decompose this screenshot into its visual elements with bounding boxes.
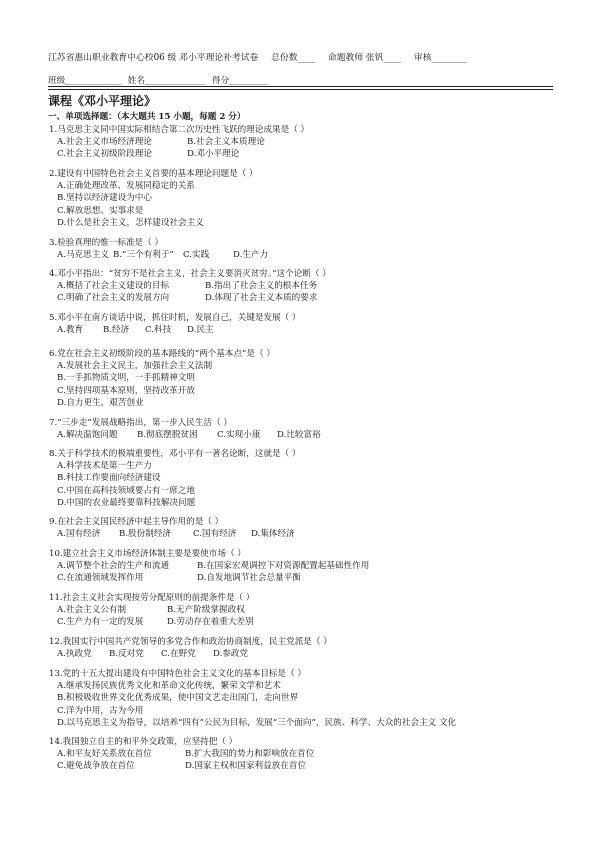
question-11 [49, 592, 580, 629]
option-c: C.国有经济 [193, 529, 237, 540]
question-2 [49, 168, 580, 229]
option-b: B.社会主义本质理论 [187, 137, 265, 148]
option-c: C.科技 [145, 325, 172, 336]
option-b: B.在国家宏观调控下对资源配置起基础性作用 [197, 561, 370, 572]
option-d: D.中国的农业最终要靠科技解决问题 [57, 497, 196, 508]
option-d: D.集体经济 [251, 529, 295, 540]
score-field: 得分_________ [211, 76, 268, 86]
question-6 [49, 348, 580, 409]
option-a: A.教育 [57, 325, 84, 336]
option-b: B.彻底摆脱贫困 [137, 430, 198, 441]
question-stem: 9.在社会主义国民经济中起主导作用的是（ ） [49, 517, 224, 527]
header-divider-top [48, 86, 553, 87]
option-d: D.自力更生，艰苦创业 [57, 397, 144, 408]
student-info [48, 74, 272, 86]
exam-header [48, 50, 477, 63]
option-c: C.解放思想、实事求是 [57, 205, 144, 216]
name-field: 姓名______________ [127, 76, 206, 86]
option-c: C.实现小康 [217, 430, 261, 441]
option-a: A.发展社会主义民主，加强社会主义法制 [57, 361, 213, 372]
question-9 [49, 516, 580, 540]
question-stem: 5.邓小平在南方谈话中说，抓住时机，发展自己，关键是发展（ ） [49, 313, 301, 323]
option-a: A.社会主义市场经济理论 [57, 137, 152, 148]
option-d: D.劳动存在着重大差别 [167, 617, 254, 628]
question-13 [49, 668, 580, 729]
option-c: C.社会主义初级阶段理论 [57, 149, 152, 160]
option-a: A.概括了社会主义建设的目标 [57, 281, 170, 292]
option-c: C.洋为中用，古为今用 [57, 705, 144, 716]
option-c: C.坚持四项基本原则，坚持改革开放 [57, 385, 195, 396]
author-field: 命题教师 张钒____ [327, 53, 402, 63]
school-title: 江苏省惠山职业教育中心校06 级 邓小平理论补考试卷 [48, 53, 259, 63]
option-d: D.比较富裕 [277, 430, 321, 441]
option-a: A.和平友好关系放在首位 [57, 749, 152, 760]
question-12 [49, 636, 580, 660]
question-5 [49, 312, 580, 336]
question-3 [49, 237, 580, 261]
question-stem: 6.党在社会主义初级阶段的基本路线的“两个基本点”是（ ） [49, 349, 275, 359]
question-stem: 10.建立社会主义市场经济体制主要是要使市场（ ） [49, 549, 246, 559]
option-a: A.解决温饱问题 [57, 430, 118, 441]
question-stem: 13.党的十五大提出建设有中国特色社会主义文化的基本目标是（ ） [49, 669, 307, 679]
option-b: B.扩大我国的势力和影响放在首位 [185, 749, 315, 760]
option-c: C.在流通领域发挥作用 [57, 573, 144, 584]
question-1 [49, 124, 580, 161]
option-d: D.体现了社会主义本质的要求 [205, 293, 318, 304]
question-14 [49, 736, 580, 773]
option-d: D.什么是社会主义，怎样建设社会主义 [57, 217, 204, 228]
option-b: B.反对党 [109, 649, 144, 660]
option-c: C.中国在高科技领域要占有一席之地 [57, 485, 195, 496]
reviewer-field: 审核________ [413, 53, 467, 63]
option-c: C.生产力有一定的发展 [57, 617, 144, 628]
option-d: D.民主 [187, 325, 214, 336]
option-d: D.自发地调节社会总量平衡 [197, 573, 301, 584]
option-d: D.生产力 [233, 250, 269, 261]
question-8 [49, 448, 580, 509]
question-10 [49, 548, 580, 585]
section-title: 一、单项选择题：（本大题共 15 小题，每题 2 分） [48, 112, 246, 122]
question-stem: 3.检验真理的惟一标准是（ ） [49, 238, 164, 248]
option-d: D.参政党 [213, 649, 249, 660]
option-a: A.继承发扬民族优秀文化和革命文化传统，繁荣文学和艺术 [57, 681, 281, 692]
option-a: A.执政党 [57, 649, 92, 660]
question-stem: 2.建设有中国特色社会主义首要的基本理论问题是（ ） [49, 169, 258, 179]
question-4 [49, 268, 580, 305]
option-a: A.调节整个社会的生产和流通 [57, 561, 170, 572]
question-stem: 1.马克思主义同中国实际相结合第二次历史性飞跃的理论成果是（ ） [49, 125, 310, 135]
course-title: 课程《邓小平理论》 [48, 94, 157, 108]
option-b: B.“三个有利于” [113, 250, 174, 261]
header-divider-bottom [48, 89, 553, 90]
option-a: A.国有经济 [57, 529, 101, 540]
option-b: B.一手抓物质文明，一手抓精神文明 [57, 373, 195, 384]
option-b: B.指出了社会主义的根本任务 [205, 281, 318, 292]
question-stem: 8.关于科学技术的极端重要性，邓小平有一著名论断，这就是（ ） [49, 449, 301, 459]
option-b: B.股份制经济 [119, 529, 172, 540]
option-d: D.邓小平理论 [187, 149, 240, 160]
option-b: B.积极吸收世界文化优秀成果，使中国文艺走出国门，走向世界 [57, 693, 299, 704]
option-d: D.以马克思主义为指导，以培养“四有”公民为目标，发展“三个面向”，民族、科学、大众的社会主义 文化 [57, 717, 457, 728]
option-d: D.国家主权和国家利益放在首位 [185, 761, 307, 772]
question-stem: 7.“三步走”发展战略指出，第一步人民生活（ ） [49, 418, 232, 428]
option-b: B.无产阶级掌握政权 [167, 605, 245, 616]
option-b: B.经济 [103, 325, 130, 336]
option-a: A.社会主义公有制 [57, 605, 127, 616]
option-b: B.坚持以经济建设为中心 [57, 193, 152, 204]
question-7 [49, 417, 580, 441]
question-stem: 12.我国实行中国共产党领导的多党合作和政治协商制度，民主党派是（ ） [49, 637, 332, 647]
question-stem: 14.我国独立自主的和平外交政策，应坚持把（ ） [49, 737, 238, 747]
class-field: 班级_____________ [48, 76, 122, 86]
option-b: B.科技工作要面向经济建设 [57, 473, 161, 484]
option-c: C.避免战争放在首位 [57, 761, 135, 772]
question-stem: 11.社会主义社会实现按劳分配原则的前提条件是（ ） [49, 593, 255, 603]
option-a: A.科学技术是第一生产力 [57, 461, 152, 472]
option-c: C.实践 [183, 250, 210, 261]
total-score-field: 总份数____ [271, 53, 316, 63]
option-a: A.马克思主义 [57, 250, 109, 261]
option-c: C.在野党 [161, 649, 196, 660]
question-stem: 4.邓小平指出：“贫穷不是社会主义，社会主义要消灭贫穷。”这个论断（ ） [49, 269, 331, 279]
option-c: C.明确了社会主义的发展方向 [57, 293, 170, 304]
option-a: A.正确处理改革、发展同稳定的关系 [57, 181, 195, 192]
